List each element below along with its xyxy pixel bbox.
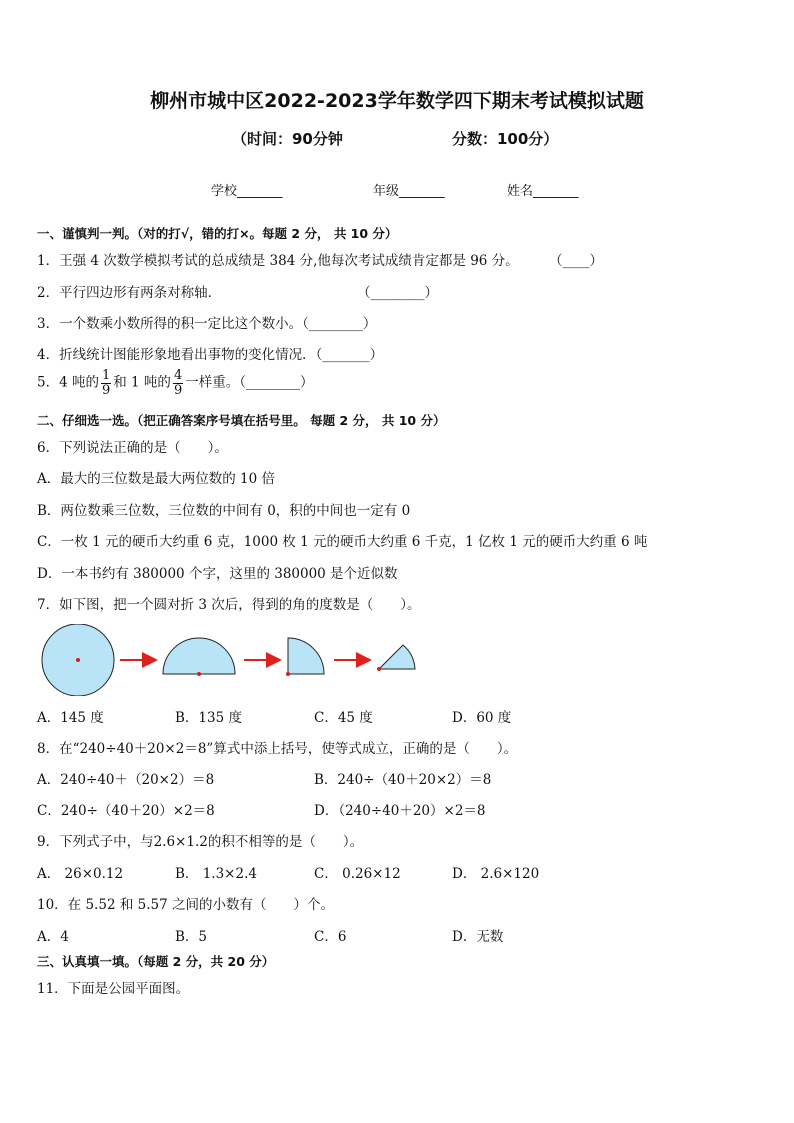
question-9: 9．下列式子中，与2.6×1.2的积不相等的是（ ）。 <box>37 834 364 850</box>
answer-blank-2[interactable]: （________） <box>357 285 438 301</box>
option-9d[interactable]: D． 2.6×120 <box>452 866 540 882</box>
school-field[interactable]: 学校_______ <box>211 184 283 199</box>
option-7a[interactable]: A．145 度 <box>37 710 104 726</box>
page-title: 柳州市城中区2022-2023学年数学四下期末考试模拟试题 <box>150 90 644 112</box>
question-6: 6．下列说法正确的是（ ）。 <box>37 440 228 456</box>
option-10b[interactable]: B．5 <box>175 929 208 945</box>
question-11: 11．下面是公园平面图。 <box>37 981 190 997</box>
question-5 <box>37 369 313 397</box>
question-5-part-b: 和 1 吨的 <box>113 374 171 391</box>
fraction-numerator: 4 <box>173 368 183 383</box>
answer-blank-1[interactable]: （____） <box>549 253 603 269</box>
question-7: 7．如下图，把一个圆对折 3 次后，得到的角的度数是（ ）。 <box>37 597 421 613</box>
option-8a[interactable]: A．240÷40＋（20×2）＝8 <box>37 772 215 788</box>
question-2: 2．平行四边形有两条对称轴． <box>37 285 222 301</box>
question-5-part-a: 5．4 吨的 <box>37 374 99 391</box>
option-8b[interactable]: B．240÷（40＋20×2）＝8 <box>314 772 492 788</box>
eighth-circle <box>379 645 415 669</box>
half-circle-center-dot <box>197 672 201 676</box>
option-6b[interactable]: B．两位数乘三位数，三位数的中间有 0，积的中间也一定有 0 <box>37 503 411 519</box>
eighth-circle-center-dot <box>377 667 381 671</box>
option-9b[interactable]: B． 1.3×2.4 <box>175 866 257 882</box>
question-1: 1．王强 4 次数学模拟考试的总成绩是 384 分,他每次考试成绩肯定都是 96 分。 <box>37 253 519 269</box>
section-heading-2: 二、仔细选一选。（把正确答案序号填在括号里。 每题 2 分， 共 10 分） <box>37 413 446 428</box>
question-10: 10．在 5.52 和 5.57 之间的小数有（ ）个。 <box>37 897 334 913</box>
name-field[interactable]: 姓名_______ <box>507 184 579 199</box>
option-6d[interactable]: D．一本书约有 380000 个字，这里的 380000 是个近似数 <box>37 566 398 582</box>
fraction-denominator: 9 <box>101 382 111 398</box>
option-7d[interactable]: D．60 度 <box>452 710 512 726</box>
option-7b[interactable]: B．135 度 <box>175 710 242 726</box>
option-6c[interactable]: C．一枚 1 元的硬币大约重 6 克，1000 枚 1 元的硬币大约重 6 千克，1 亿枚 1 元的硬币大约重 6 吨 <box>37 534 648 550</box>
section-heading-3: 三、认真填一填。（每题 2 分，共 20 分） <box>37 954 275 969</box>
quarter-circle-center-dot <box>286 672 290 676</box>
option-10d[interactable]: D．无数 <box>452 929 504 945</box>
option-8c[interactable]: C．240÷（40＋20）×2＝8 <box>37 803 215 819</box>
fraction-numerator: 1 <box>101 368 111 383</box>
half-circle <box>163 638 235 674</box>
fraction-four-ninths <box>173 369 183 397</box>
circle-folding-diagram <box>38 624 428 696</box>
question-5-part-c: 一样重。（________） <box>185 374 314 391</box>
question-4: 4．折线统计图能形象地看出事物的变化情况．（_______） <box>37 347 384 363</box>
question-3: 3．一个数乘小数所得的积一定比这个数小。（________） <box>37 316 377 332</box>
option-10a[interactable]: A．4 <box>37 929 69 945</box>
option-9c[interactable]: C． 0.26×12 <box>314 866 401 882</box>
fraction-one-ninth <box>101 369 111 397</box>
option-9a[interactable]: A． 26×0.12 <box>37 866 124 882</box>
option-10c[interactable]: C．6 <box>314 929 347 945</box>
grade-field[interactable]: 年级_______ <box>373 184 445 199</box>
option-6a[interactable]: A．最大的三位数是最大两位数的 10 倍 <box>37 471 276 487</box>
option-8d[interactable]: D．（240÷40＋20）×2＝8 <box>314 803 486 819</box>
quarter-circle <box>288 638 324 674</box>
circle-center-dot <box>76 658 80 662</box>
exam-score: 分数：100分） <box>452 130 559 148</box>
section-heading-1: 一、谨慎判一判。（对的打√，错的打×。每题 2 分， 共 10 分） <box>37 226 398 241</box>
question-8: 8．在“240÷40＋20×2＝8”算式中添上括号，使等式成立，正确的是（ ）。 <box>37 741 518 757</box>
exam-time: （时间：90分钟 <box>232 130 343 148</box>
option-7c[interactable]: C．45 度 <box>314 710 373 726</box>
fraction-denominator: 9 <box>173 382 183 398</box>
